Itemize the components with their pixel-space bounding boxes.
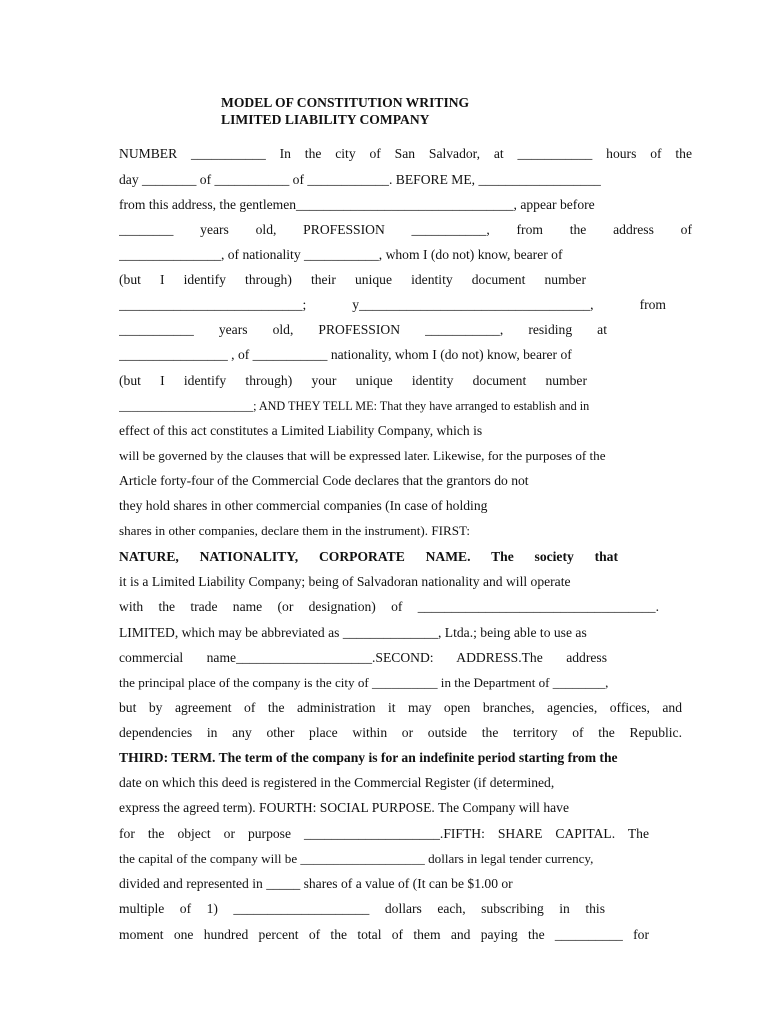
section-heading-third: THIRD: TERM. The term of the company is for an indefinite period starting from the (119, 750, 618, 765)
body-line: ___________ years old, PROFESSION ___________, residing at (119, 322, 607, 337)
body-line: express the agreed term). FOURTH: SOCIAL PURPOSE. The Company will have (119, 800, 569, 815)
body-line: ______________________; AND THEY TELL ME: That they have arranged to establish and in (119, 399, 590, 413)
document-title-line-1: MODEL OF CONSTITUTION WRITING (221, 95, 470, 110)
body-line: NUMBER ___________ In the city of San Salvador, at ___________ hours of the (119, 146, 692, 161)
body-line: the capital of the company will be ___________________ dollars in legal tender currency, (119, 851, 594, 866)
body-line: ___________________________; y__________________________________, from (119, 297, 666, 312)
body-line: ________________ , of ___________ nationality, whom I (do not) know, bearer of (119, 347, 572, 362)
body-line: from this address, the gentlemen________________________________, appear before (119, 197, 595, 212)
body-line: the principal place of the company is the city of __________ in the Department of ________, (119, 675, 609, 690)
body-line: ________ years old, PROFESSION ___________, from the address of (119, 222, 692, 237)
body-line: _______________, of nationality ___________, whom I (do not) know, bearer of (119, 247, 563, 262)
body-line: moment one hundred percent of the total of them and paying the __________ for (119, 927, 649, 942)
body-line: multiple of 1) ____________________ dollars each, subscribing in this (119, 901, 605, 916)
body-line: LIMITED, which may be abbreviated as ______________, Ltda.; being able to use as (119, 625, 587, 640)
body-line: Article forty-four of the Commercial Code declares that the grantors do not (119, 473, 529, 488)
body-line: date on which this deed is registered in the Commercial Register (if determined, (119, 775, 555, 790)
body-line: it is a Limited Liability Company; being of Salvadoran nationality and will operate (119, 574, 571, 589)
body-line: effect of this act constitutes a Limited Liability Company, which is (119, 423, 483, 438)
body-line: divided and represented in _____ shares of a value of (It can be $1.00 or (119, 876, 513, 891)
body-line: for the object or purpose ____________________.FIFTH: SHARE CAPITAL. The (119, 826, 649, 841)
body-line: they hold shares in other commercial companies (In case of holding (119, 498, 488, 513)
body-line: with the trade name (or designation) of ___________________________________. (119, 599, 659, 614)
body-line: commercial name____________________.SECOND: ADDRESS.The address (119, 650, 607, 665)
body-line: day ________ of ___________ of ____________. BEFORE ME, __________________ (119, 172, 601, 187)
section-heading-first: NATURE, NATIONALITY, CORPORATE NAME. The society that (119, 549, 618, 564)
body-line: but by agreement of the administration it may open branches, agencies, offices, and (119, 700, 682, 715)
body-line: shares in other companies, declare them in the instrument). FIRST: (119, 523, 470, 538)
body-line: (but I identify through) their unique identity document number (119, 272, 586, 287)
body-line: dependencies in any other place within or outside the territory of the Republic. (119, 725, 682, 740)
body-line: (but I identify through) your unique identity document number (119, 373, 587, 388)
body-line: will be governed by the clauses that will be expressed later. Likewise, for the purposes of the (119, 448, 606, 463)
document-title-line-2: LIMITED LIABILITY COMPANY (221, 112, 430, 127)
